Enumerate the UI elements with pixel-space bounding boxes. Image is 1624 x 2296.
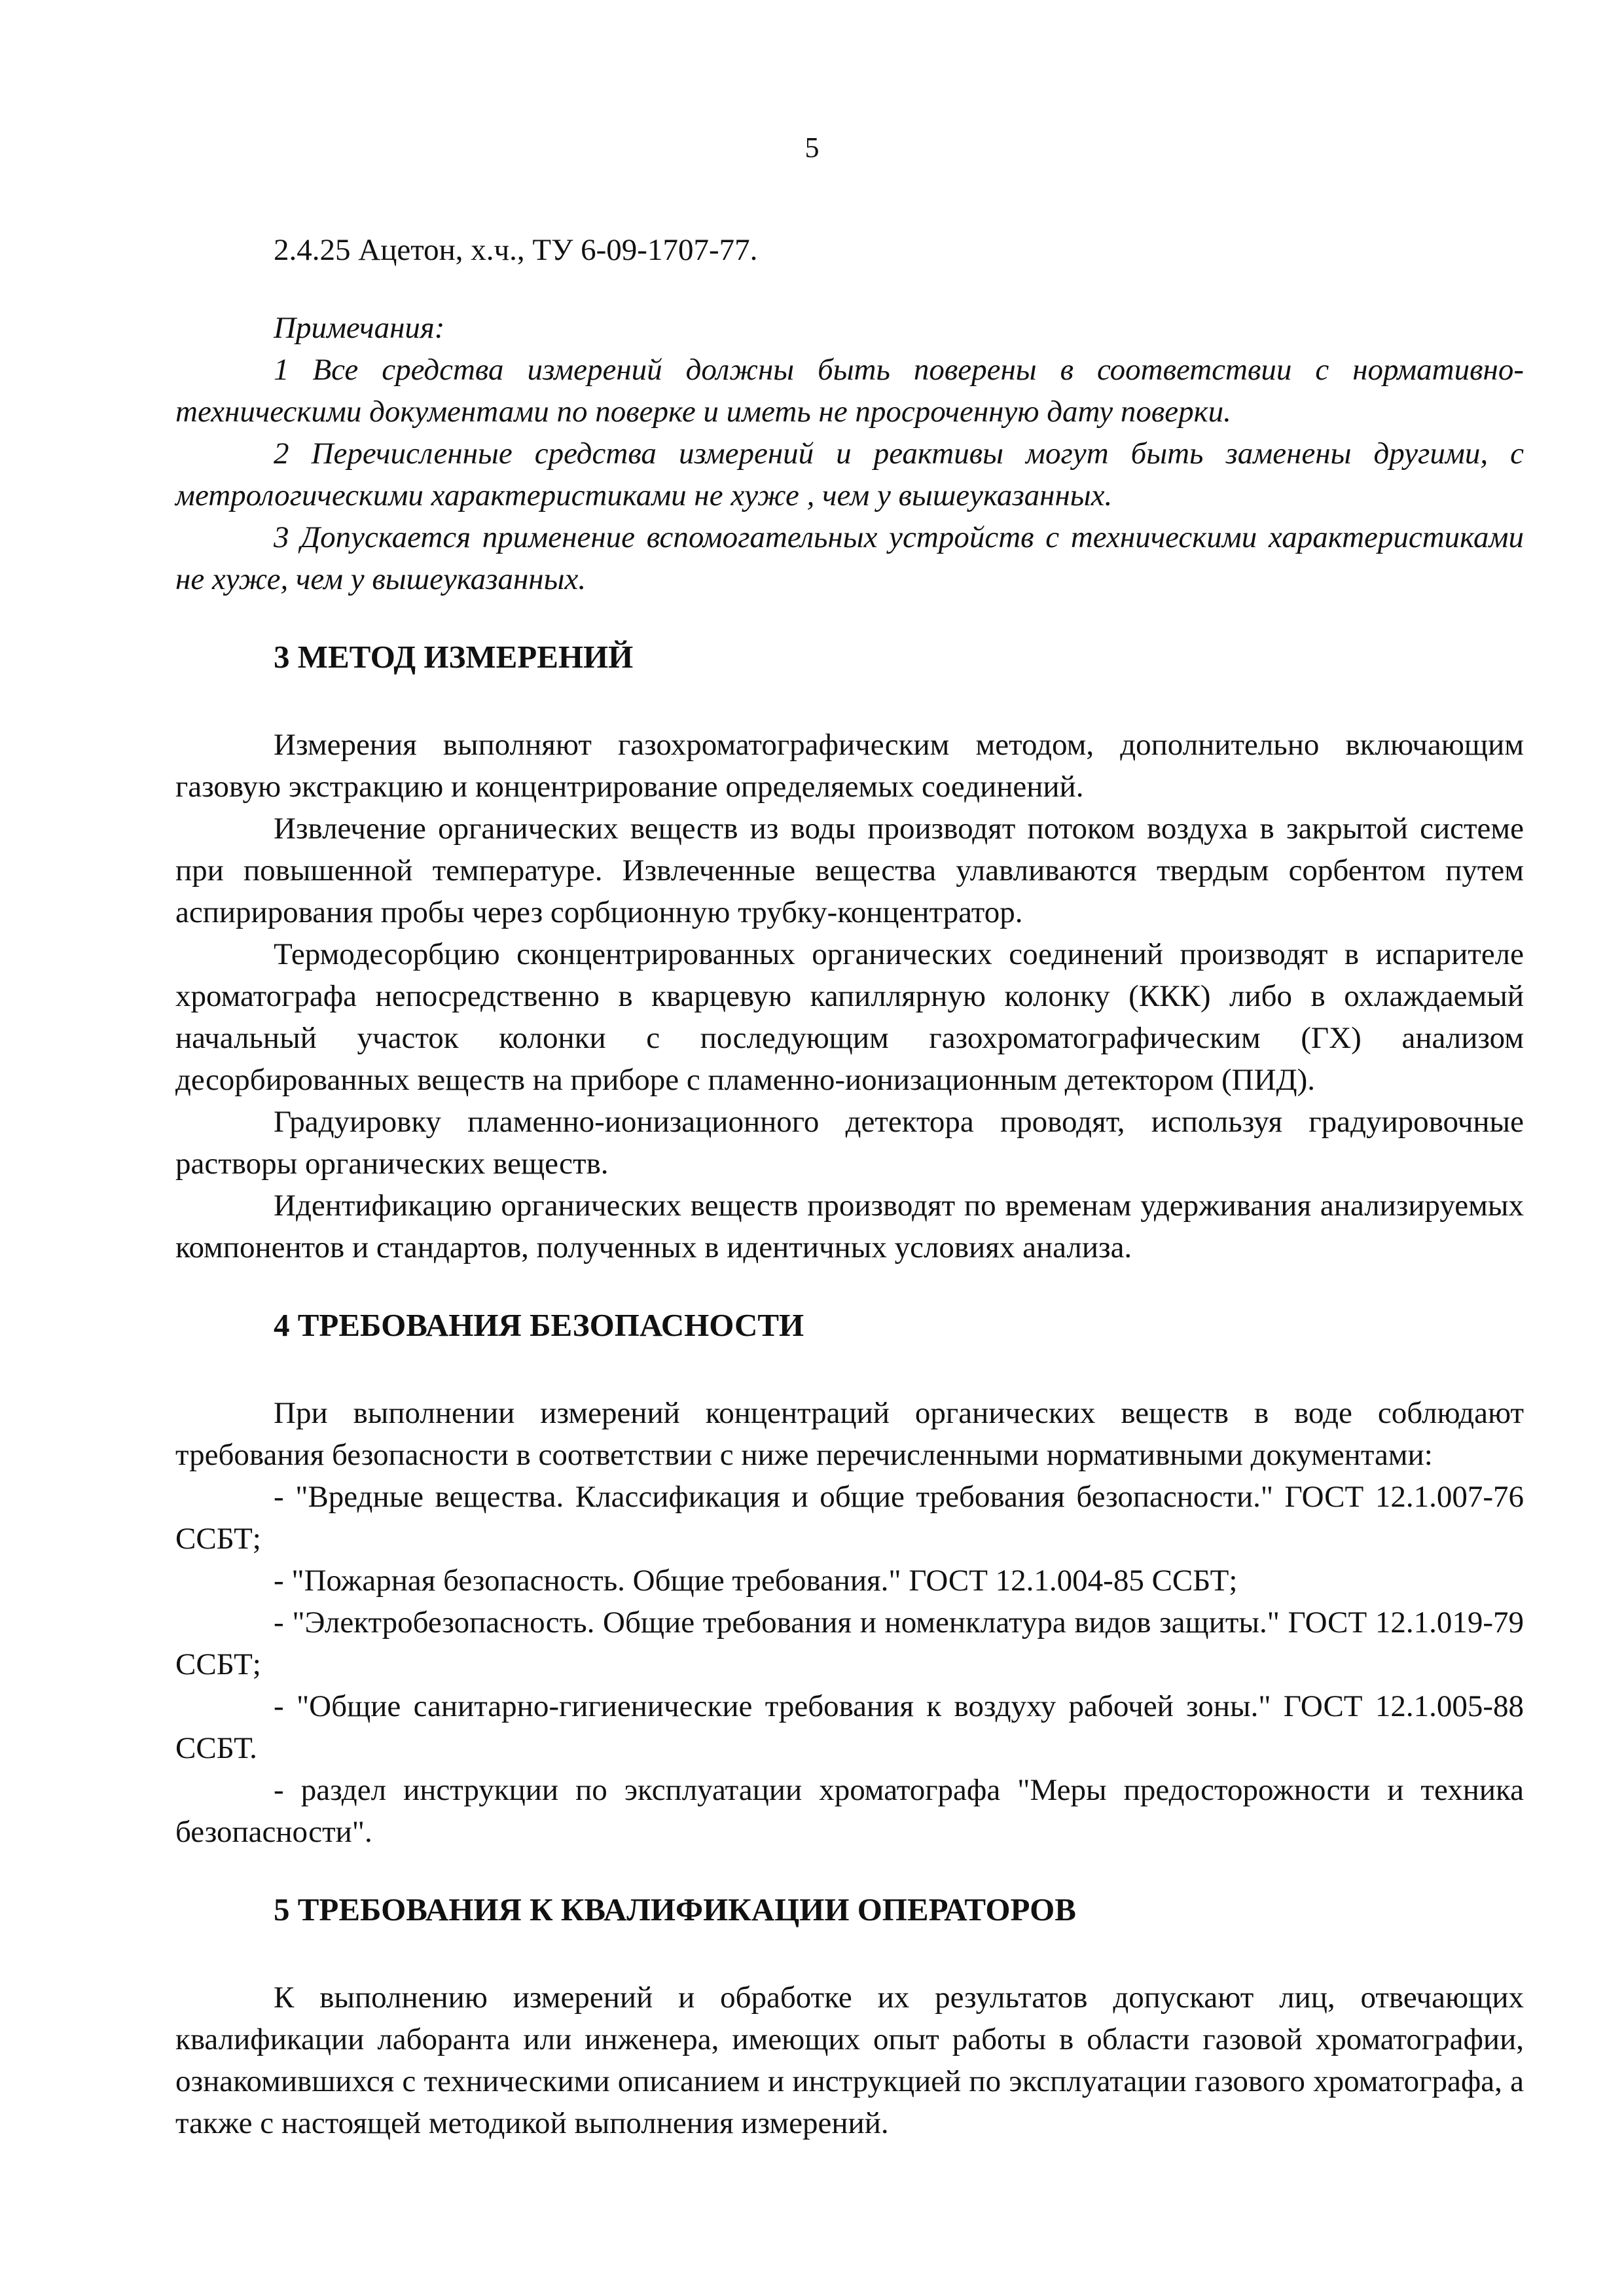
section-4-heading: 4 ТРЕБОВАНИЯ БЕЗОПАСНОСТИ — [274, 1307, 804, 1343]
reagent-line: 2.4.25 Ацетон, х.ч., ТУ 6-09-1707-77. — [274, 233, 758, 267]
note-item: 3 Допускается применение вспомогательных устройств с техническими характеристиками не хуже, чем у вышеуказанных. — [175, 520, 1524, 596]
section-3-paragraph: Измерения выполняют газохроматографическим методом, дополнительно включающим газовую экстракцию и концентрирование определяемых соединений. — [175, 728, 1524, 804]
section-3 — [175, 636, 1524, 1268]
section-3-paragraph: Градуировку пламенно-ионизационного детектора проводят, используя градуировочные растворы органических веществ. — [175, 1105, 1524, 1181]
section-5-heading: 5 ТРЕБОВАНИЯ К КВАЛИФИКАЦИИ ОПЕРАТОРОВ — [274, 1892, 1076, 1928]
note-item: 2 Перечисленные средства измерений и реактивы могут быть заменены другими, с метрологическими характеристиками не хуже , чем у вышеуказанных. — [175, 437, 1524, 512]
page-content — [175, 229, 1524, 2144]
section-5-paragraph: К выполнению измерений и обработке их результатов допускают лиц, отвечающих квалификации лаборанта или инженера, имеющих опыт работы в области газовой хроматографии, ознакомившихся с техническими описанием и инструкцией по эксплуатации газового хроматографа, а также с настоящей методикой выполнения измерений. — [175, 1981, 1524, 2140]
note-item: 1 Все средства измерений должны быть поверены в соответствии с нормативно-техническими документами по поверке и иметь не просроченную дату поверки. — [175, 353, 1524, 429]
safety-document-item: - "Пожарная безопасность. Общие требования." ГОСТ 12.1.004-85 ССБТ; — [274, 1564, 1238, 1598]
safety-document-item: - раздел инструкции по эксплуатации хроматографа "Меры предосторожности и техника безопасности". — [175, 1773, 1524, 1849]
section-3-paragraph: Извлечение органических веществ из воды производят потоком воздуха в закрытой системе при повышенной температуре. Извлеченные вещества улавливаются твердым сорбентом путем аспирирования пробы через сорбционную трубку-концентратор. — [175, 812, 1524, 929]
notes-title: Примечания: — [274, 311, 445, 345]
section-3-paragraph: Идентификацию органических веществ производят по временам удерживания анализируемых компонентов и стандартов, полученных в идентичных условиях анализа. — [175, 1189, 1524, 1265]
section-3-heading: 3 МЕТОД ИЗМЕРЕНИЙ — [274, 639, 634, 675]
notes-block — [175, 307, 1524, 600]
safety-document-item: - "Электробезопасность. Общие требования и номенклатура видов защиты." ГОСТ 12.1.019-79 ССБТ; — [175, 1605, 1524, 1681]
section-4 — [175, 1304, 1524, 1853]
page-number: 5 — [804, 132, 820, 164]
safety-document-item: - "Вредные вещества. Классификация и общие требования безопасности." ГОСТ 12.1.007-76 ССБТ; — [175, 1480, 1524, 1556]
safety-document-item: - "Общие санитарно-гигиенические требования к воздуху рабочей зоны." ГОСТ 12.1.005-88 ССБТ. — [175, 1689, 1524, 1765]
section-3-paragraph: Термодесорбцию сконцентрированных органических соединений производят в испарителе хроматографа непосредственно в кварцевую капиллярную колонку (ККК) либо в охлаждаемый начальный участок колонки с последующим газохроматографическим (ГХ) анализом десорбированных веществ на приборе с пламенно-ионизационным детектором (ПИД). — [175, 937, 1524, 1097]
section-4-intro: При выполнении измерений концентраций органических веществ в воде соблюдают требования безопасности в соответствии с ниже перечисленными нормативными документами: — [175, 1396, 1524, 1472]
section-5 — [175, 1889, 1524, 2144]
